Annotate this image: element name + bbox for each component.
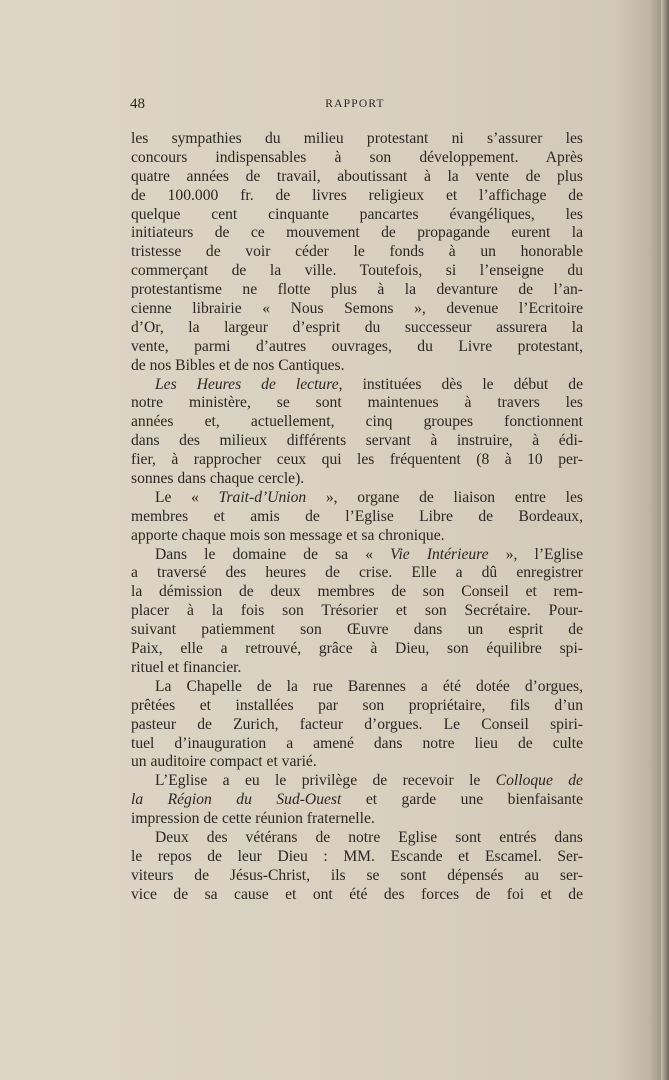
italic-text: la Région du Sud-Ouest	[131, 791, 342, 809]
text-segment: suivant patiemment son Œuvre dans un esprit de	[131, 621, 583, 639]
text-segment: Le «	[155, 488, 219, 506]
text-line	[131, 659, 583, 678]
text-line	[131, 810, 583, 829]
text-line	[131, 149, 583, 168]
text-segment: années et, actuellement, cinq groupes fonctionnent	[131, 413, 583, 431]
text-line	[131, 224, 583, 243]
text-line	[131, 735, 583, 754]
text-segment: sonnes dans chaque cercle).	[131, 470, 305, 488]
text-line	[131, 451, 583, 470]
text-line	[131, 848, 583, 867]
text-segment: d’Or, la largeur d’esprit du successeur assurera la	[131, 318, 583, 336]
text-line	[131, 753, 583, 772]
text-line	[131, 621, 583, 640]
text-segment: a traversé des heures de crise. Elle a dû enregistrer	[131, 564, 583, 582]
text-segment: dans des milieux différents servant à instruire, à édi-	[131, 432, 583, 450]
text-line	[131, 187, 583, 206]
text-line	[131, 300, 583, 319]
text-segment: pasteur de Zurich, facteur d’orgues. Le Conseil spiri-	[131, 715, 583, 733]
text-segment: Dans le domaine de sa «	[155, 545, 391, 563]
text-segment: rituel et financier.	[131, 658, 242, 676]
text-segment: vente, parmi d’autres ouvrages, du Livre protestant,	[131, 337, 583, 355]
text-segment: la démission de deux membres de son Conseil et rem-	[131, 583, 583, 601]
text-segment: cienne librairie « Nous Semons », devenue l’Ecritoire	[131, 300, 583, 318]
text-line	[131, 602, 583, 621]
text-line	[131, 829, 583, 848]
text-segment: tristesse de voir céder le fonds à un honorable	[131, 243, 583, 261]
text-line	[131, 394, 583, 413]
text-line	[131, 489, 583, 508]
text-line	[131, 206, 583, 225]
running-title: RAPPORT	[325, 98, 385, 110]
text-segment: et garde une bienfaisante	[341, 791, 583, 809]
text-segment: de 100.000 fr. de livres religieux et l’affichage de	[131, 186, 583, 204]
text-segment: tuel d’inauguration a amené dans notre lieu de culte	[131, 734, 583, 752]
text-line	[131, 262, 583, 281]
italic-text: Trait-d’Union	[218, 488, 307, 506]
text-segment: La Chapelle de la rue Barennes a été dotée d’orgues,	[155, 677, 583, 695]
text-line	[131, 338, 583, 357]
text-segment: Paix, elle a retrouvé, grâce à Dieu, son équilibre spi-	[131, 640, 583, 658]
text-line	[131, 583, 583, 602]
text-line	[131, 546, 583, 565]
text-line	[131, 413, 583, 432]
text-segment: concours indispensables à son développement. Après	[131, 148, 583, 166]
text-segment: quelque cent cinquante pancartes évangéliques, les	[131, 205, 583, 223]
text-segment: impression de cette réunion fraternelle.	[131, 810, 375, 828]
text-line	[131, 357, 583, 376]
text-line	[131, 470, 583, 489]
text-segment: les sympathies du milieu protestant ni s’assurer les	[131, 130, 583, 147]
italic-text: Vie Intérieure	[390, 545, 489, 563]
text-line	[131, 243, 583, 262]
text-segment: de nos Bibles et de nos Cantiques.	[131, 356, 345, 374]
text-line	[131, 168, 583, 187]
text-line	[131, 281, 583, 300]
text-segment: apporte chaque mois son message et sa chronique.	[131, 526, 445, 544]
text-line	[131, 716, 583, 735]
body-text	[131, 130, 583, 905]
text-segment: Deux des vétérans de notre Eglise sont entrés dans	[155, 828, 583, 846]
text-line	[131, 319, 583, 338]
text-line	[131, 564, 583, 583]
text-line	[131, 697, 583, 716]
text-segment: membres et amis de l’Eglise Libre de Bordeaux,	[131, 507, 583, 525]
text-line	[131, 867, 583, 886]
text-segment: initiateurs de ce mouvement de propagande eurent la	[131, 224, 583, 242]
text-segment: prêtées et installées par son propriétaire, fils d’un	[131, 696, 583, 714]
text-segment: vice de sa cause et ont été des forces de foi et de	[131, 885, 583, 903]
text-line	[131, 527, 583, 546]
text-segment: un auditoire compact et varié.	[131, 753, 317, 771]
text-segment: instituées dès le début de	[342, 375, 583, 393]
text-segment: », organe de liaison entre les	[306, 488, 583, 506]
text-segment: L’Eglise a eu le privilège de recevoir le	[155, 772, 496, 790]
text-segment: placer à la fois son Trésorier et son Secrétaire. Pour-	[131, 602, 583, 620]
page-edge-shadow	[661, 0, 669, 1080]
text-line	[131, 376, 583, 395]
text-line	[131, 508, 583, 527]
italic-text: Les Heures de lecture,	[155, 375, 343, 393]
text-segment: notre ministère, se sont maintenues à travers les	[131, 394, 583, 412]
text-line	[131, 678, 583, 697]
italic-text: Colloque de	[495, 772, 583, 790]
text-line	[131, 886, 583, 905]
text-segment: viteurs de Jésus-Christ, ils se sont dépensés au ser-	[131, 866, 583, 884]
page-header	[130, 96, 580, 116]
text-line	[131, 640, 583, 659]
page-number: 48	[130, 96, 145, 112]
text-segment: », l’Eglise	[488, 545, 583, 563]
text-segment: quatre années de travail, aboutissant à la vente de plus	[131, 167, 583, 185]
text-line	[131, 130, 583, 149]
text-line	[131, 772, 583, 791]
text-line	[131, 432, 583, 451]
text-segment: le repos de leur Dieu : MM. Escande et Escamel. Ser-	[131, 847, 583, 865]
text-segment: fier, à rapprocher ceux qui les fréquentent (8 à 10 per-	[131, 451, 583, 469]
text-line	[131, 791, 583, 810]
text-segment: commerçant de la ville. Toutefois, si l’enseigne du	[131, 262, 583, 280]
text-segment: protestantisme ne flotte plus à la devanture de l’an-	[131, 281, 583, 299]
